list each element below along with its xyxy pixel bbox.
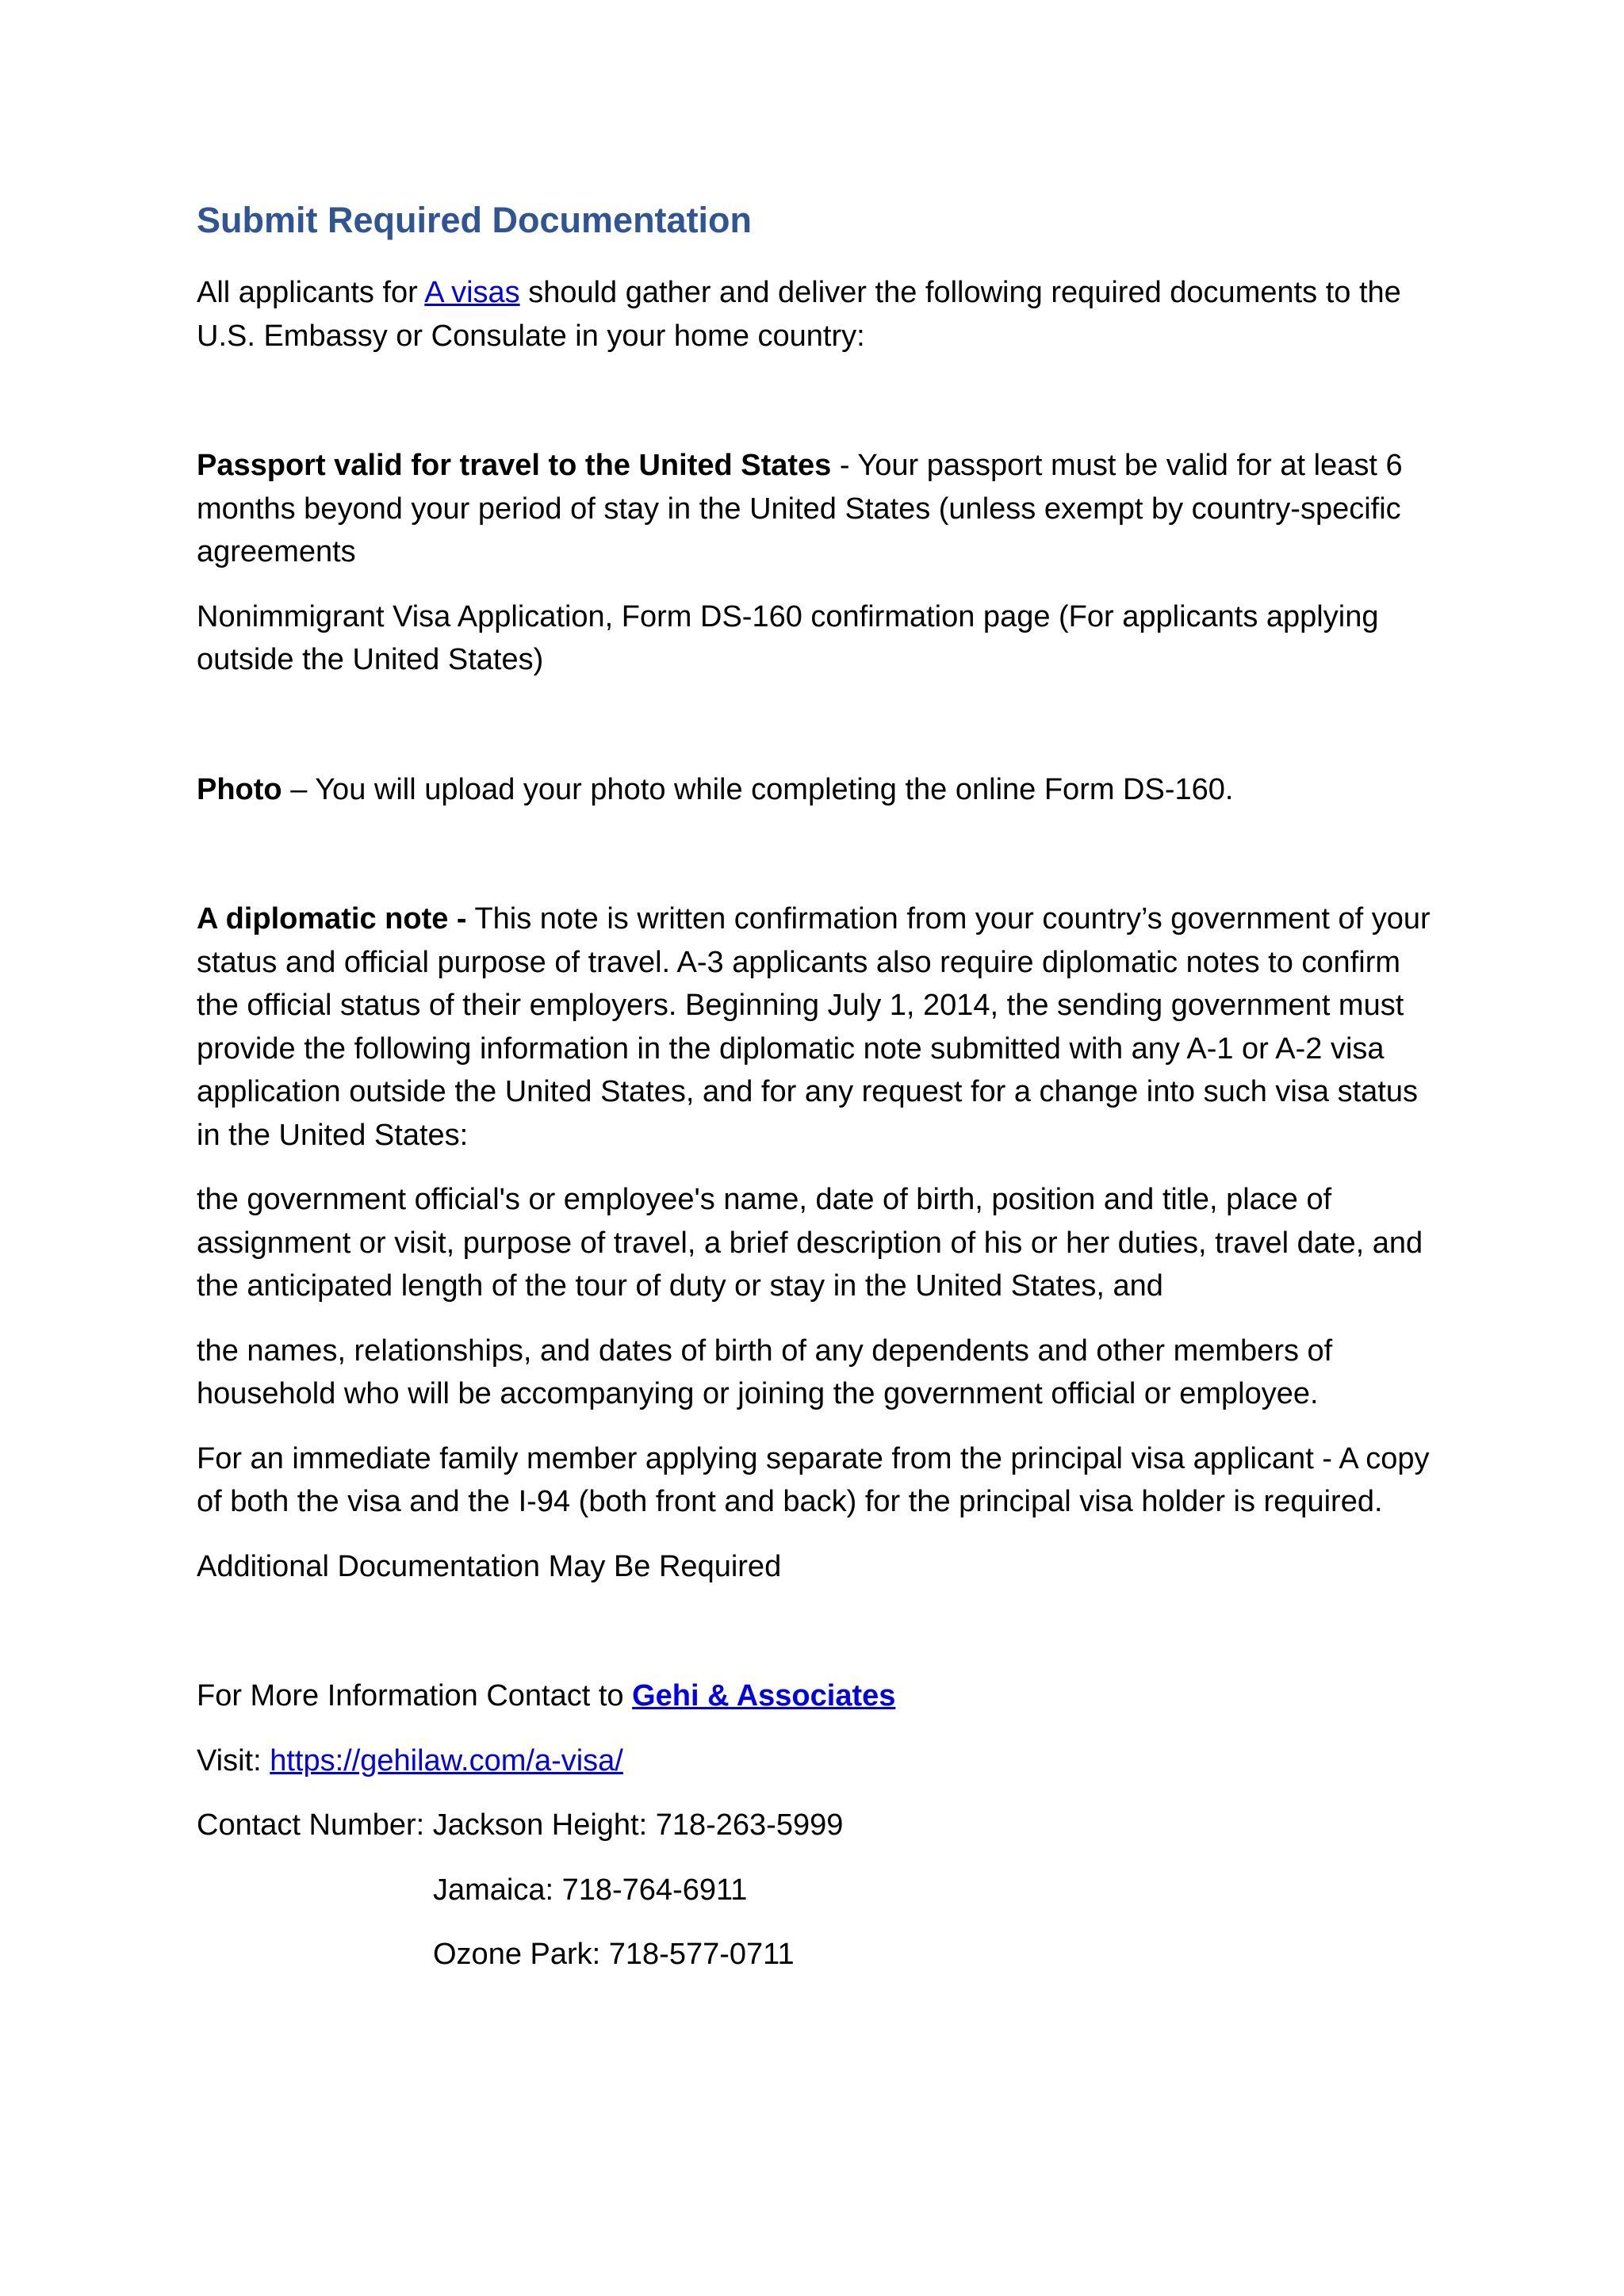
more-info-prefix: For More Information Contact to xyxy=(197,1679,633,1712)
additional-docs-paragraph: Additional Documentation May Be Required xyxy=(197,1549,782,1583)
diplomatic-note-heading: A diplomatic note - xyxy=(197,902,467,936)
spacer xyxy=(197,811,1434,897)
a-visas-link[interactable]: A visas xyxy=(424,276,520,309)
spacer xyxy=(197,1416,1434,1437)
spacer xyxy=(197,1588,1434,1674)
contact-number-label: Contact Number: xyxy=(197,1808,433,1842)
diplomatic-note-text: This note is written confirmation from your country’s government of your status and official purpose of travel. A-3 applicants also require diplomatic notes to confirm the official status of their employers. Beginning July 1, 2014, the sending government must provide the following information in the diplomatic note submitted with any A-1 or A-2 visa application outside the United States, and for any request for a change into such visa status in the United States: xyxy=(197,902,1431,1152)
photo-paragraph xyxy=(197,768,1434,812)
contact-location-jamaica: Jamaica: 718-764-6911 xyxy=(433,1873,748,1907)
spacer xyxy=(197,1782,1434,1804)
contact-location-ozone-park: Ozone Park: 718-577-0711 xyxy=(433,1938,795,1971)
intro-text-after: should gather and deliver the following required documents to the U.S. Embassy or Consulate in your home country: xyxy=(197,276,1401,353)
photo-text: – You will upload your photo while completing the online Form DS-160. xyxy=(282,772,1234,806)
passport-text: - Your passport must be valid for at least 6 months beyond your period of stay in the United States (unless exempt by country-specific agreements xyxy=(197,449,1403,568)
spacer xyxy=(197,1524,1434,1545)
spacer xyxy=(197,574,1434,595)
spacer xyxy=(197,682,1434,768)
spacer xyxy=(197,250,1434,271)
visit-label: Visit: xyxy=(197,1743,270,1777)
spacer xyxy=(197,1718,1434,1739)
contact-number-line xyxy=(197,1804,1434,1847)
official-info-paragraph: the government official's or employee's name, date of birth, position and title, place of assignment or visit, purpose of travel, a brief description of his or her duties, travel date, and the anticipated length of the tour of duty or stay in the United States, and xyxy=(197,1183,1423,1303)
passport-heading: Passport valid for travel to the United States xyxy=(197,449,832,482)
ds160-paragraph: Nonimmigrant Visa Application, Form DS-160 confirmation page (For applicants applying outside the United States) xyxy=(197,599,1379,676)
family-member-paragraph: For an immediate family member applying separate from the principal visa applicant - A copy of both the visa and the I-94 (both front and back) for the principal visa holder is required. xyxy=(197,1441,1430,1518)
intro-paragraph xyxy=(197,271,1434,358)
intro-text-before: All applicants for xyxy=(197,276,425,309)
gehi-associates-link[interactable]: Gehi & Associates xyxy=(632,1679,896,1712)
contact-location-jackson-height: Jackson Height: 718-263-5999 xyxy=(432,1808,844,1842)
diplomatic-note-paragraph xyxy=(197,897,1434,1157)
spacer xyxy=(197,358,1434,444)
document-page xyxy=(197,190,1434,1976)
visit-url-link[interactable]: https://gehilaw.com/a-visa/ xyxy=(270,1743,623,1777)
spacer xyxy=(197,1847,1434,1869)
spacer xyxy=(197,1308,1434,1330)
photo-heading: Photo xyxy=(197,772,282,806)
more-info-line xyxy=(197,1674,1434,1718)
page-title: Submit Required Documentation xyxy=(197,200,753,240)
visit-line xyxy=(197,1739,1434,1783)
spacer xyxy=(197,1911,1434,1933)
spacer xyxy=(197,1157,1434,1178)
passport-paragraph xyxy=(197,444,1434,574)
dependents-paragraph: the names, relationships, and dates of birth of any dependents and other members of household who will be accompanying or joining the government official or employee. xyxy=(197,1334,1333,1410)
